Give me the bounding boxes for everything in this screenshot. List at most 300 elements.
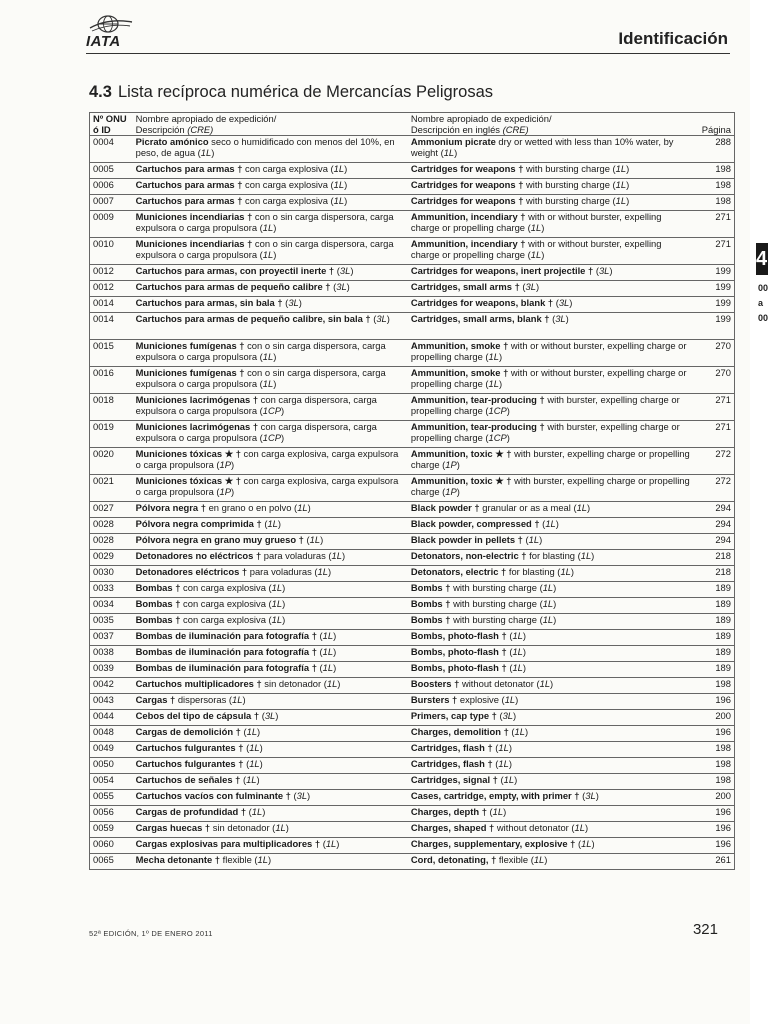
english-closing: ) [591, 838, 595, 849]
spanish-closing: ) [273, 350, 277, 362]
english-description: dry or wetted with less than 10% water, by weight ( [410, 136, 674, 158]
spanish-shipping-name: Municiones lacrimógenas † [135, 394, 259, 405]
spanish-closing: ) [281, 404, 285, 416]
spanish-name-cell [133, 806, 408, 822]
spanish-shipping-name: Detonadores no eléctricos † [135, 550, 262, 561]
english-shipping-name: Detonators, non-electric † [410, 550, 527, 561]
page-cell: 198 [693, 163, 734, 179]
un-number-cell: 0020 [90, 448, 133, 475]
spanish-name-cell [133, 367, 408, 394]
english-cre-code: 1L [580, 550, 592, 561]
english-shipping-name: Cartridges, small arms, blank † [410, 313, 550, 324]
table-row [90, 678, 735, 694]
un-number-cell: 0048 [90, 726, 133, 742]
spanish-shipping-name: Bombas de iluminación para fotografía † [135, 630, 317, 641]
un-number-cell: 0012 [90, 265, 133, 281]
page-cell: 271 [693, 238, 734, 265]
spanish-name-cell [133, 614, 408, 630]
spanish-closing: ) [273, 221, 277, 233]
table-row [90, 534, 735, 550]
page-cell: 261 [693, 854, 734, 870]
spanish-description: con o sin carga dispersora, carga expulsora o carga propulsora ( [135, 211, 394, 233]
spanish-cre-code: 1L [275, 822, 286, 833]
spanish-description: con carga explosiva ( [242, 163, 334, 174]
un-number-cell: 0014 [90, 313, 133, 340]
footer-page-number: 321 [692, 921, 718, 938]
spanish-name-cell [133, 502, 408, 518]
table-row [90, 136, 735, 163]
table-row [90, 614, 735, 630]
english-shipping-name: Cord, detonating, † [410, 854, 497, 865]
spanish-description: ( [316, 630, 323, 641]
table-row [90, 281, 735, 297]
table-row [90, 582, 735, 598]
page-cell: 189 [693, 598, 734, 614]
spanish-name-cell [133, 742, 408, 758]
english-description: without detonator ( [459, 678, 540, 689]
english-closing: ) [508, 742, 512, 753]
english-description: explosive ( [457, 694, 505, 705]
header-un-line1: Nº ONU [93, 113, 127, 124]
table-row [90, 502, 735, 518]
table-row [90, 694, 735, 710]
table-row [90, 448, 735, 475]
spanish-description: ( [243, 758, 250, 769]
un-number-cell: 0018 [90, 394, 133, 421]
spanish-shipping-name: Cartuchos para armas, sin bala † [135, 297, 283, 308]
spanish-name-cell [133, 238, 408, 265]
page-cell: 199 [693, 297, 734, 313]
english-shipping-name: Bombs, photo-flash † [410, 646, 507, 657]
page-cell: 196 [693, 822, 734, 838]
english-description: with or without burster, expelling charge or propelling charge ( [410, 238, 662, 260]
un-number-cell: 0044 [90, 710, 133, 726]
un-number-cell: 0007 [90, 195, 133, 211]
english-name-cell [408, 598, 694, 614]
english-shipping-name: Charges, supplementary, explosive † [410, 838, 576, 849]
spanish-name-cell [133, 340, 408, 367]
english-cre-code: 1L [560, 566, 571, 577]
english-closing: ) [587, 502, 591, 513]
english-closing: ) [555, 518, 559, 529]
english-name-cell [408, 822, 694, 838]
spanish-shipping-name: Picrato amónico [135, 136, 209, 147]
un-number-cell: 0055 [90, 790, 133, 806]
page-cell: 196 [693, 806, 734, 822]
english-cre-code: 1L [539, 678, 551, 689]
spanish-closing: ) [341, 550, 346, 561]
spanish-name-cell [133, 550, 408, 566]
spanish-cre-code: 1L [326, 678, 338, 689]
spanish-cre-code: 1L [331, 550, 342, 561]
english-description: ( [539, 518, 546, 529]
spanish-name-cell [133, 448, 408, 475]
spanish-description: con carga explosiva ( [180, 598, 272, 609]
english-closing: ) [565, 313, 569, 324]
spanish-name-cell [133, 566, 408, 582]
un-number-cell: 0060 [90, 838, 133, 854]
english-cre-code: 3L [555, 313, 566, 324]
spanish-shipping-name: Municiones incendiarias † [135, 238, 253, 249]
english-description: ( [579, 790, 586, 801]
english-closing: ) [591, 550, 595, 561]
english-closing: ) [524, 726, 529, 737]
page-cell: 198 [693, 678, 734, 694]
un-number-cell: 0049 [90, 742, 133, 758]
spanish-cre-code: 1L [262, 248, 274, 260]
un-number-cell: 0005 [90, 163, 133, 179]
spanish-name-cell [133, 475, 408, 502]
spanish-shipping-name: Municiones tóxicas ★ † [135, 448, 241, 459]
spanish-description: con carga dispersora, carga expulsora o carga propulsora ( [135, 421, 377, 443]
spanish-cre-code: 1L [262, 221, 274, 233]
english-description: ( [519, 281, 526, 292]
english-closing: ) [609, 265, 613, 276]
spanish-description: ( [243, 742, 250, 753]
table-row [90, 297, 735, 313]
english-description: ( [506, 630, 513, 641]
english-cre-code: 1L [542, 614, 554, 625]
english-description: with bursting charge ( [450, 614, 543, 625]
spanish-shipping-name: Mecha detonante † [135, 854, 221, 865]
spanish-shipping-name: Municiones fumígenas † [135, 340, 245, 351]
un-number-cell: 0039 [90, 662, 133, 678]
spanish-description: sin detonador ( [261, 678, 327, 689]
english-description: ( [506, 646, 513, 657]
english-description: with or without burster, expelling charge or propelling charge ( [410, 211, 662, 233]
english-cre-code: 1L [542, 582, 554, 593]
english-shipping-name: Detonators, electric † [410, 566, 507, 577]
spanish-name-cell [133, 534, 408, 550]
un-number-cell: 0065 [90, 854, 133, 870]
english-closing: ) [456, 458, 460, 470]
un-number-cell: 0035 [90, 614, 133, 630]
english-description: for blasting ( [526, 550, 581, 561]
spanish-closing: ) [259, 742, 263, 753]
spanish-closing: ) [327, 566, 332, 577]
english-closing: ) [515, 694, 519, 705]
table-row [90, 806, 735, 822]
english-cre-code: 1L [503, 774, 515, 785]
english-shipping-name: Ammunition, tear-producing † [410, 394, 545, 405]
english-shipping-name: Black powder † [410, 502, 480, 513]
english-shipping-name: Cartridges, signal † [410, 774, 498, 785]
table-row [90, 475, 735, 502]
spanish-closing: ) [262, 806, 266, 817]
english-description: for blasting ( [506, 566, 561, 577]
english-name-cell [408, 265, 694, 281]
un-number-cell: 0042 [90, 678, 133, 694]
page-cell: 271 [693, 211, 734, 238]
header-spanish-name [133, 113, 408, 136]
english-cre-code: 1L [581, 838, 592, 849]
table-row [90, 421, 735, 448]
english-cre-code: 1L [443, 146, 455, 158]
english-name-cell [408, 179, 694, 195]
spanish-closing: ) [281, 431, 285, 443]
english-cre-code: 1L [498, 742, 509, 753]
spanish-closing: ) [350, 265, 354, 276]
un-number-cell: 0033 [90, 582, 133, 598]
spanish-closing: ) [298, 297, 302, 308]
spanish-closing: ) [282, 598, 286, 609]
spanish-description: con carga dispersora, carga expulsora o carga propulsora ( [135, 394, 377, 416]
english-closing: ) [514, 774, 518, 785]
spanish-description: ( [316, 646, 323, 657]
table-body [90, 136, 735, 870]
english-closing: ) [626, 163, 630, 174]
spanish-name-cell [133, 518, 408, 534]
english-cre-code: 1L [504, 694, 516, 705]
spanish-name-cell [133, 195, 408, 211]
page-cell: 198 [693, 742, 734, 758]
english-description: with bursting charge ( [523, 163, 616, 174]
english-closing: ) [522, 646, 527, 657]
english-closing: ) [498, 377, 503, 389]
english-shipping-name: Bombs, photo-flash † [410, 662, 507, 673]
english-shipping-name: Cartridges, small arms † [410, 281, 520, 292]
spanish-cre-code: 1L [333, 163, 345, 174]
table-row [90, 646, 735, 662]
english-name-cell [408, 614, 694, 630]
spanish-cre-code: 1L [257, 854, 268, 865]
footer-edition: 52ª EDICIÓN, 1º DE ENERO 2011 [89, 929, 213, 938]
spanish-shipping-name: Bombas † [135, 582, 181, 593]
english-closing: ) [503, 806, 507, 817]
spanish-closing: ) [344, 163, 348, 174]
spanish-shipping-name: Cartuchos para armas † [135, 179, 243, 190]
spanish-cre-code: 1L [232, 694, 243, 705]
page-cell: 196 [693, 694, 734, 710]
spanish-description: dispersoras ( [175, 694, 233, 705]
english-closing: ) [508, 758, 512, 769]
spanish-cre-code: 1L [322, 630, 334, 641]
table-row [90, 163, 735, 179]
spanish-closing: ) [344, 179, 348, 190]
spanish-name-cell [133, 582, 408, 598]
header-es-line2: Descripción [135, 123, 185, 135]
english-cre-code: 1L [512, 630, 523, 641]
page-cell: 196 [693, 838, 734, 854]
english-name-cell [408, 313, 694, 340]
spanish-closing: ) [231, 485, 235, 497]
spanish-name-cell [133, 421, 408, 448]
spanish-cre-code: 1L [271, 582, 283, 593]
spanish-closing: ) [320, 534, 324, 545]
english-name-cell [408, 211, 694, 238]
english-shipping-name: Boosters † [410, 678, 460, 689]
english-shipping-name: Ammunition, smoke † [410, 340, 509, 351]
english-closing: ) [506, 404, 510, 416]
english-cre-code: 1L [512, 646, 523, 657]
spanish-cre-code: 1CP [262, 404, 282, 416]
spanish-shipping-name: Municiones incendiarias † [135, 211, 253, 222]
english-closing: ) [553, 614, 557, 625]
spanish-cre-code: 1L [249, 742, 260, 753]
spanish-shipping-name: Cartuchos fulgurantes † [135, 758, 244, 769]
spanish-description: para voladuras ( [261, 550, 332, 561]
english-cre-code: 1L [498, 758, 509, 769]
english-cre-code: 1L [576, 502, 588, 513]
spanish-cre-code: 1L [246, 726, 258, 737]
spanish-cre-code: 1L [262, 350, 274, 362]
english-name-cell [408, 566, 694, 582]
english-cre-code: 1L [615, 195, 627, 206]
un-number-cell: 0030 [90, 566, 133, 582]
un-number-cell: 0006 [90, 179, 133, 195]
spanish-shipping-name: Cebos del tipo de cápsula † [135, 710, 260, 721]
table-row [90, 630, 735, 646]
english-shipping-name: Cartridges for weapons † [410, 163, 524, 174]
un-number-cell: 0012 [90, 281, 133, 297]
page-cell: 198 [693, 774, 734, 790]
spanish-description: seco o humidificado con menos del 10%, en peso, de agua ( [135, 136, 395, 158]
header-page: Página [693, 113, 734, 136]
spanish-description: para voladuras ( [247, 566, 318, 577]
english-description: ( [496, 710, 503, 721]
side-text-line: a [758, 298, 764, 308]
table-row [90, 394, 735, 421]
spanish-shipping-name: Cargas de demolición † [135, 726, 241, 737]
page-cell: 272 [693, 475, 734, 502]
spanish-description: ( [330, 281, 337, 292]
page-cell: 198 [693, 195, 734, 211]
un-number-cell: 0043 [90, 694, 133, 710]
english-name-cell [408, 790, 694, 806]
spanish-shipping-name: Cargas huecas † [135, 822, 211, 833]
english-name-cell [408, 448, 694, 475]
english-name-cell [408, 646, 694, 662]
table-row [90, 265, 735, 281]
spanish-closing: ) [333, 630, 337, 641]
table-row [90, 854, 735, 870]
english-description: with bursting charge ( [523, 195, 616, 206]
spanish-shipping-name: Cartuchos para armas de pequeño calibre, sin bala † [135, 313, 371, 324]
page-cell: 294 [693, 502, 734, 518]
english-cre-code: 1L [512, 662, 523, 673]
english-name-cell [408, 163, 694, 179]
english-cre-code: 1L [530, 221, 542, 233]
section-tab-marker: 4 [756, 243, 768, 275]
english-shipping-name: Cartridges for weapons † [410, 179, 524, 190]
english-shipping-name: Cartridges, flash † [410, 742, 493, 753]
spanish-name-cell [133, 646, 408, 662]
spanish-description: con carga explosiva ( [180, 582, 272, 593]
english-cre-code: 3L [558, 297, 570, 308]
spanish-name-cell [133, 265, 408, 281]
english-cre-code: 1L [615, 163, 627, 174]
table-row [90, 566, 735, 582]
spanish-description: ( [316, 662, 323, 673]
un-number-cell: 0009 [90, 211, 133, 238]
spanish-closing: ) [267, 854, 272, 865]
english-description: ( [486, 806, 493, 817]
spanish-shipping-name: Cartuchos para armas de pequeño calibre † [135, 281, 331, 292]
english-shipping-name: Bombs † [410, 582, 451, 593]
spanish-cre-code: 3L [376, 313, 387, 324]
english-closing: ) [544, 854, 548, 865]
header-un-number [90, 113, 133, 136]
header-divider [86, 53, 730, 54]
english-shipping-name: Charges, shaped † [410, 822, 495, 833]
spanish-closing: ) [336, 838, 340, 849]
header-en-line1: Nombre apropiado de expedición/ [410, 113, 552, 124]
spanish-name-cell [133, 297, 408, 313]
spanish-name-cell [133, 822, 408, 838]
english-description: with bursting charge ( [523, 179, 616, 190]
un-number-cell: 0015 [90, 340, 133, 367]
table-row [90, 313, 735, 340]
spanish-name-cell [133, 838, 408, 854]
spanish-shipping-name: Cargas † [135, 694, 176, 705]
spanish-cre-code: 1P [219, 458, 231, 470]
english-closing: ) [498, 350, 503, 362]
spanish-cre-code: 1CP [262, 431, 282, 443]
iata-logo-text: IATA [86, 33, 121, 50]
english-description: ( [593, 265, 599, 276]
english-closing: ) [569, 297, 573, 308]
english-description: with burster, expelling charge or propelling charge ( [410, 394, 680, 416]
english-closing: ) [456, 485, 460, 497]
spanish-cre-code: 1L [325, 838, 337, 849]
spanish-closing: ) [307, 790, 311, 801]
english-name-cell [408, 502, 694, 518]
spanish-description: flexible ( [220, 854, 258, 865]
english-name-cell [408, 136, 694, 163]
page-cell: 199 [693, 313, 734, 340]
english-cre-code: 3L [502, 710, 514, 721]
spanish-shipping-name: Cartuchos fulgurantes † [135, 742, 244, 753]
english-name-cell [408, 710, 694, 726]
english-closing: ) [550, 678, 554, 689]
spanish-closing: ) [273, 248, 277, 260]
english-shipping-name: Bombs † [410, 598, 451, 609]
spanish-description: ( [240, 726, 247, 737]
english-shipping-name: Cases, cartridge, empty, with primer † [410, 790, 580, 801]
spanish-closing: ) [231, 458, 235, 470]
english-shipping-name: Bombs, photo-flash † [410, 630, 507, 641]
page-cell: 189 [693, 662, 734, 678]
spanish-description: con carga explosiva ( [180, 614, 272, 625]
english-shipping-name: Primers, cap type † [410, 710, 497, 721]
english-description: ( [492, 758, 499, 769]
english-closing: ) [522, 630, 527, 641]
table-row [90, 742, 735, 758]
english-cre-code: 3L [598, 265, 610, 276]
page-cell: 189 [693, 582, 734, 598]
spanish-cre-code: 1L [317, 566, 328, 577]
spanish-shipping-name: Cartuchos vacíos con fulminante † [135, 790, 291, 801]
spanish-cre-code: 1L [200, 146, 212, 158]
spanish-cre-code: 3L [288, 297, 299, 308]
english-name-cell [408, 726, 694, 742]
un-number-cell: 0014 [90, 297, 133, 313]
english-name-cell [408, 550, 694, 566]
table-row [90, 726, 735, 742]
table-row [90, 838, 735, 854]
english-description: with bursting charge ( [450, 582, 543, 593]
english-closing: ) [626, 195, 630, 206]
english-closing: ) [513, 710, 517, 721]
english-shipping-name: Black powder, compressed † [410, 518, 540, 529]
page-cell: 294 [693, 518, 734, 534]
english-description: with bursting charge ( [450, 598, 543, 609]
english-name-cell [408, 630, 694, 646]
english-shipping-name: Cartridges for weapons, inert projectile † [410, 265, 594, 276]
english-name-cell [408, 475, 694, 502]
spanish-cre-code: 1L [271, 598, 283, 609]
english-description: ( [492, 742, 499, 753]
